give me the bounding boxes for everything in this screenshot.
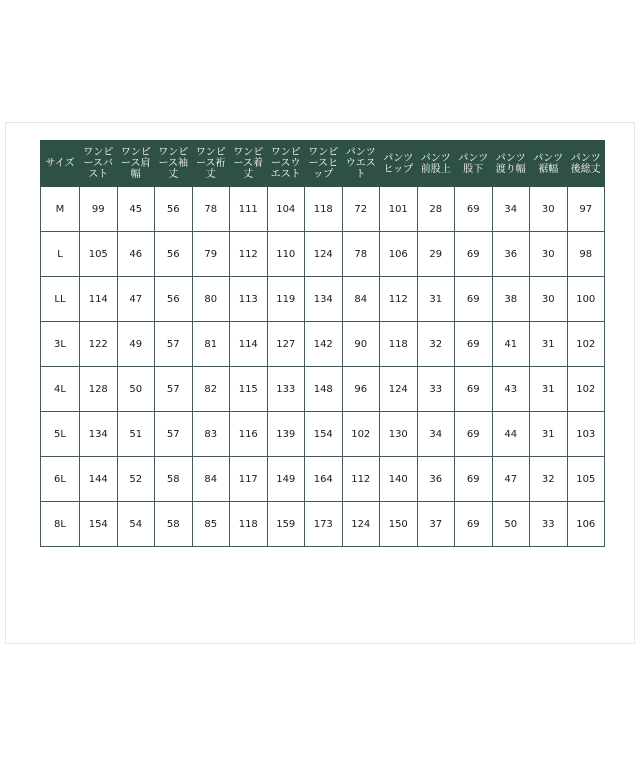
measurement-cell: 112 [380, 277, 418, 322]
measurement-cell: 140 [380, 457, 418, 502]
measurement-cell: 118 [380, 322, 418, 367]
measurement-cell: 159 [267, 502, 305, 547]
measurement-cell: 56 [155, 277, 193, 322]
measurement-cell: 142 [305, 322, 343, 367]
measurement-cell: 106 [567, 502, 605, 547]
measurement-cell: 118 [230, 502, 268, 547]
measurement-cell: 105 [567, 457, 605, 502]
measurement-cell: 173 [305, 502, 343, 547]
size-label-cell: LL [41, 277, 80, 322]
header-onepiece-sleeve-length: ワンピース袖丈 [155, 141, 193, 187]
table-header-row [41, 141, 605, 187]
measurement-cell: 57 [155, 367, 193, 412]
measurement-cell: 114 [230, 322, 268, 367]
measurement-cell: 69 [455, 187, 493, 232]
table-row [41, 457, 605, 502]
measurement-cell: 69 [455, 412, 493, 457]
measurement-cell: 139 [267, 412, 305, 457]
measurement-cell: 102 [567, 367, 605, 412]
measurement-cell: 154 [305, 412, 343, 457]
size-label-cell: 3L [41, 322, 80, 367]
measurement-cell: 69 [455, 322, 493, 367]
measurement-cell: 30 [530, 232, 568, 277]
measurement-cell: 134 [305, 277, 343, 322]
measurement-cell: 150 [380, 502, 418, 547]
table-row [41, 187, 605, 232]
measurement-cell: 47 [492, 457, 530, 502]
header-pants-thigh-width: パンツ渡り幅 [492, 141, 530, 187]
header-pants-inseam: パンツ股下 [455, 141, 493, 187]
measurement-cell: 34 [417, 412, 455, 457]
measurement-cell: 113 [230, 277, 268, 322]
measurement-cell: 111 [230, 187, 268, 232]
measurement-cell: 56 [155, 187, 193, 232]
measurement-cell: 122 [80, 322, 118, 367]
measurement-cell: 144 [80, 457, 118, 502]
measurement-cell: 50 [117, 367, 155, 412]
measurement-cell: 116 [230, 412, 268, 457]
measurement-cell: 31 [530, 367, 568, 412]
measurement-cell: 28 [417, 187, 455, 232]
measurement-cell: 102 [567, 322, 605, 367]
measurement-cell: 114 [80, 277, 118, 322]
table-row [41, 322, 605, 367]
measurement-cell: 128 [80, 367, 118, 412]
measurement-cell: 54 [117, 502, 155, 547]
measurement-cell: 83 [192, 412, 230, 457]
measurement-cell: 96 [342, 367, 380, 412]
header-onepiece-yuki-length: ワンピース裄丈 [192, 141, 230, 187]
measurement-cell: 33 [417, 367, 455, 412]
measurement-cell: 97 [567, 187, 605, 232]
measurement-cell: 41 [492, 322, 530, 367]
measurement-cell: 44 [492, 412, 530, 457]
measurement-cell: 57 [155, 412, 193, 457]
measurement-cell: 32 [530, 457, 568, 502]
measurement-cell: 105 [80, 232, 118, 277]
measurement-cell: 80 [192, 277, 230, 322]
measurement-cell: 148 [305, 367, 343, 412]
measurement-cell: 78 [342, 232, 380, 277]
measurement-cell: 90 [342, 322, 380, 367]
table-row [41, 367, 605, 412]
measurement-cell: 118 [305, 187, 343, 232]
measurement-cell: 84 [192, 457, 230, 502]
measurement-cell: 149 [267, 457, 305, 502]
size-label-cell: L [41, 232, 80, 277]
measurement-cell: 130 [380, 412, 418, 457]
measurement-cell: 110 [267, 232, 305, 277]
measurement-cell: 104 [267, 187, 305, 232]
measurement-cell: 58 [155, 457, 193, 502]
header-onepiece-waist: ワンピースウエスト [267, 141, 305, 187]
measurement-cell: 98 [567, 232, 605, 277]
measurement-cell: 112 [230, 232, 268, 277]
measurement-cell: 30 [530, 277, 568, 322]
measurement-cell: 117 [230, 457, 268, 502]
measurement-cell: 124 [380, 367, 418, 412]
measurement-cell: 72 [342, 187, 380, 232]
measurement-cell: 51 [117, 412, 155, 457]
measurement-cell: 79 [192, 232, 230, 277]
header-onepiece-body-length: ワンピース着丈 [230, 141, 268, 187]
measurement-cell: 69 [455, 232, 493, 277]
measurement-cell: 56 [155, 232, 193, 277]
table-row [41, 502, 605, 547]
measurement-cell: 32 [417, 322, 455, 367]
measurement-cell: 134 [80, 412, 118, 457]
measurement-cell: 31 [530, 412, 568, 457]
measurement-cell: 106 [380, 232, 418, 277]
measurement-cell: 133 [267, 367, 305, 412]
measurement-cell: 112 [342, 457, 380, 502]
measurement-cell: 101 [380, 187, 418, 232]
measurement-cell: 50 [492, 502, 530, 547]
measurement-cell: 43 [492, 367, 530, 412]
measurement-cell: 78 [192, 187, 230, 232]
size-label-cell: 5L [41, 412, 80, 457]
measurement-cell: 103 [567, 412, 605, 457]
measurement-cell: 115 [230, 367, 268, 412]
measurement-cell: 57 [155, 322, 193, 367]
measurement-cell: 124 [342, 502, 380, 547]
measurement-cell: 99 [80, 187, 118, 232]
measurement-cell: 84 [342, 277, 380, 322]
measurement-cell: 34 [492, 187, 530, 232]
header-onepiece-shoulder-width: ワンピース肩幅 [117, 141, 155, 187]
measurement-cell: 69 [455, 277, 493, 322]
measurement-cell: 164 [305, 457, 343, 502]
measurement-cell: 100 [567, 277, 605, 322]
measurement-cell: 127 [267, 322, 305, 367]
measurement-cell: 81 [192, 322, 230, 367]
table-row [41, 412, 605, 457]
measurement-cell: 49 [117, 322, 155, 367]
measurement-cell: 37 [417, 502, 455, 547]
measurement-cell: 69 [455, 367, 493, 412]
measurement-cell: 47 [117, 277, 155, 322]
measurement-cell: 69 [455, 502, 493, 547]
header-pants-hip: パンツヒップ [380, 141, 418, 187]
size-chart-table [40, 140, 605, 547]
measurement-cell: 82 [192, 367, 230, 412]
measurement-cell: 102 [342, 412, 380, 457]
measurement-cell: 36 [417, 457, 455, 502]
measurement-cell: 38 [492, 277, 530, 322]
measurement-cell: 154 [80, 502, 118, 547]
header-pants-front-rise: パンツ前股上 [417, 141, 455, 187]
header-pants-hem-width: パンツ裾幅 [530, 141, 568, 187]
measurement-cell: 124 [305, 232, 343, 277]
measurement-cell: 30 [530, 187, 568, 232]
measurement-cell: 52 [117, 457, 155, 502]
header-pants-back-total-length: パンツ後総丈 [567, 141, 605, 187]
measurement-cell: 36 [492, 232, 530, 277]
header-onepiece-bust: ワンピースバスト [80, 141, 118, 187]
measurement-cell: 58 [155, 502, 193, 547]
measurement-cell: 46 [117, 232, 155, 277]
size-label-cell: M [41, 187, 80, 232]
measurement-cell: 33 [530, 502, 568, 547]
measurement-cell: 119 [267, 277, 305, 322]
size-label-cell: 4L [41, 367, 80, 412]
size-label-cell: 6L [41, 457, 80, 502]
measurement-cell: 69 [455, 457, 493, 502]
table-row [41, 232, 605, 277]
measurement-cell: 85 [192, 502, 230, 547]
measurement-cell: 29 [417, 232, 455, 277]
size-label-cell: 8L [41, 502, 80, 547]
header-onepiece-hip: ワンピースヒップ [305, 141, 343, 187]
measurement-cell: 45 [117, 187, 155, 232]
header-pants-waist: パンツウエスト [342, 141, 380, 187]
measurement-cell: 31 [530, 322, 568, 367]
measurement-cell: 31 [417, 277, 455, 322]
table-row [41, 277, 605, 322]
header-size: サイズ [41, 141, 80, 187]
